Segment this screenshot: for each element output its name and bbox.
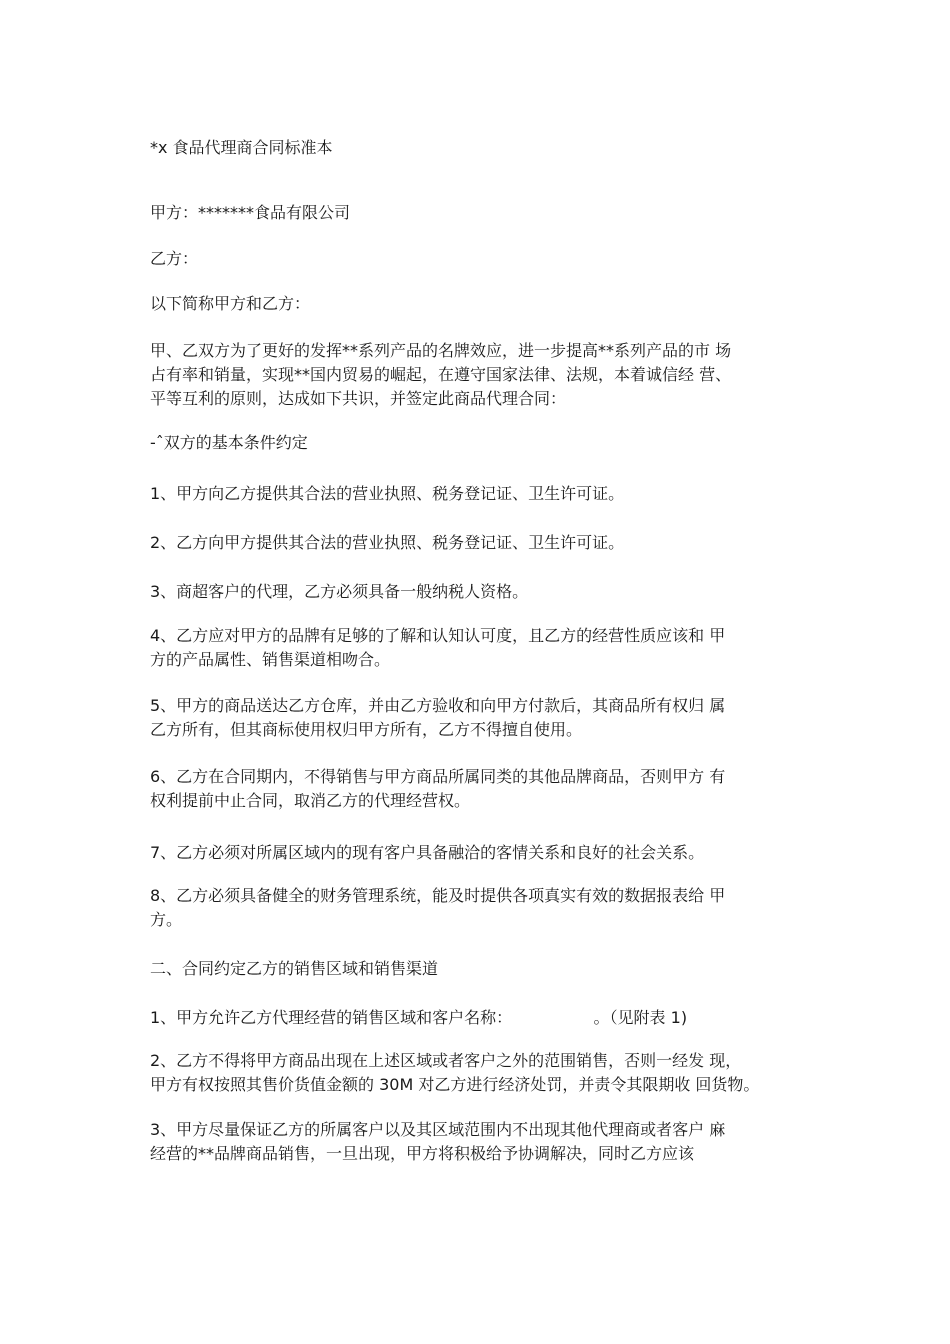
clause-line: 2、乙方向甲方提供其合法的营业执照、税务登记证、卫生许可证。: [150, 533, 625, 552]
clause-line: 方的产品属性、销售渠道相吻合。: [150, 650, 391, 669]
clause-2-1: [150, 1006, 810, 1030]
clause-line: 方。: [150, 910, 183, 929]
clause-2-2: [150, 1049, 810, 1097]
clause-line: 乙方所有，但其商标使用权归甲方所有，乙方不得擅自使用。: [150, 720, 583, 739]
clause-1-2: [150, 531, 810, 555]
clause-1-8: [150, 884, 810, 932]
clause-line: 3、商超客户的代理，乙方必须具备一般纳税人资格。: [150, 582, 529, 601]
clause-1-6: [150, 765, 810, 813]
clause-1-1: [150, 482, 810, 506]
clause-2-3: [150, 1118, 810, 1166]
clause-line: 8、乙方必须具备健全的财务管理系统，能及时提供各项真实有效的数据报表给 甲: [150, 886, 726, 905]
clause-line: 5、甲方的商品送达乙方仓库，并由乙方验收和向甲方付款后，其商品所有权归 属: [150, 696, 726, 715]
section-1-heading: -ˆ双方的基本条件约定: [150, 433, 308, 452]
party-b: 乙方：: [150, 249, 199, 268]
clause-line: 1、甲方向乙方提供其合法的营业执照、税务登记证、卫生许可证。: [150, 484, 625, 503]
clause-line: 甲方有权按照其售价货值金额的 30M 对乙方进行经济处罚，并责令其限期收 回货物。: [150, 1075, 760, 1094]
clause-line: 4、乙方应对甲方的品牌有足够的了解和认知认可度，且乙方的经营性质应该和 甲: [150, 626, 726, 645]
preamble-line: 甲、乙双方为了更好的发挥**系列产品的名牌效应，进一步提高**系列产品的市 场: [150, 341, 732, 360]
clause-line: 2、乙方不得将甲方商品出现在上述区域或者客户之外的范围销售，否则一经发 现，: [150, 1051, 742, 1070]
party-a: 甲方：*******食品有限公司: [150, 203, 351, 222]
clause-line: 6、乙方在合同期内，不得销售与甲方商品所属同类的其他品牌商品，否则甲方 有: [150, 767, 726, 786]
clause-line: 权利提前中止合同，取消乙方的代理经营权。: [150, 791, 471, 810]
document-title: *x 食品代理商合同标准本: [150, 138, 333, 157]
abbreviation-note: 以下简称甲方和乙方：: [150, 294, 311, 313]
clause-1-5: [150, 694, 810, 742]
preamble-line: 平等互利的原则，达成如下共识，并签定此商品代理合同：: [150, 389, 567, 408]
section-2-heading: 二、合同约定乙方的销售区域和销售渠道: [150, 959, 439, 978]
clause-1-7: [150, 841, 810, 865]
clause-line: 1、甲方允许乙方代理经营的销售区域和客户名称： 。（见附表 1): [150, 1008, 688, 1027]
preamble-paragraph: [150, 339, 810, 411]
clause-line: 7、乙方必须对所属区域内的现有客户具备融洽的客情关系和良好的社会关系。: [150, 843, 705, 862]
clause-1-3: [150, 580, 810, 604]
clause-line: 经营的**品牌商品销售，一旦出现，甲方将积极给予协调解决，同时乙方应该: [150, 1144, 695, 1163]
preamble-line: 占有率和销量，实现**国内贸易的崛起，在遵守国家法律、法规，本着诚信经 营、: [150, 365, 732, 384]
clause-1-4: [150, 624, 810, 672]
clause-line: 3、甲方尽量保证乙方的所属客户以及其区域范围内不出现其他代理商或者客户 麻: [150, 1120, 726, 1139]
